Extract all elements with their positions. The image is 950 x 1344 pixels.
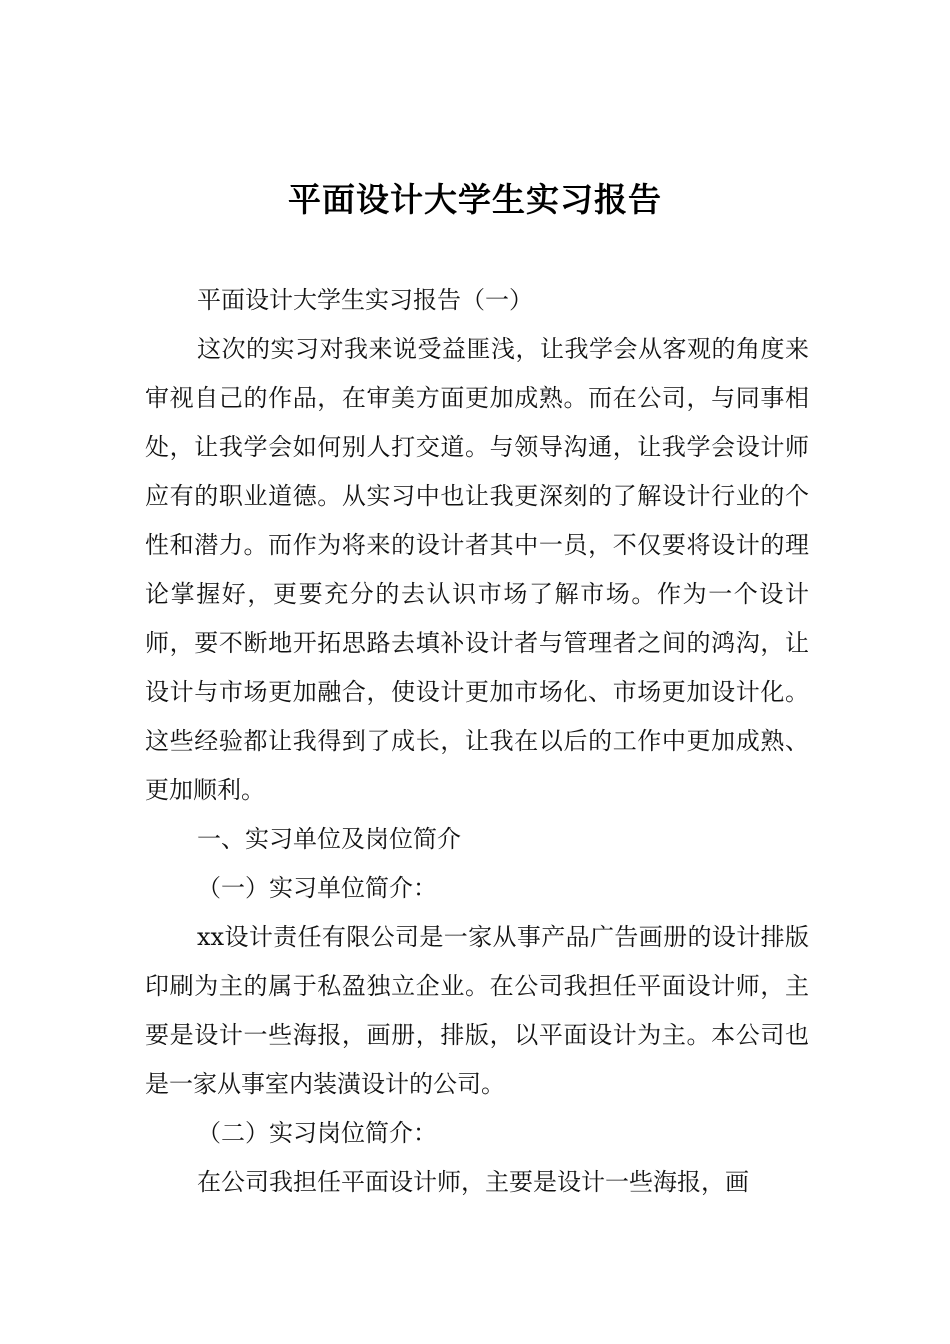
paragraph-intro: 这次的实习对我来说受益匪浅，让我学会从客观的角度来审视自己的作品，在审美方面更加成熟。而在公司，与同事相处，让我学会如何别人打交道。与领导沟通，让我学会设计师应有的职业道德。从实习中也让我更深刻的了解设计行业的个性和潜力。而作为将来的设计者其中一员，不仅要将设计的理论掌握好，更要充分的去认识市场了解市场。作为一个设计师，要不断地开拓思路去填补设计者与管理者之间的鸿沟，让设计与市场更加融合，使设计更加市场化、市场更加设计化。这些经验都让我得到了成长，让我在以后的工作中更加成熟、更加顺利。 (145, 335, 809, 804)
document-body (145, 276, 809, 1207)
report-subtitle: 平面设计大学生实习报告（一） (197, 286, 533, 314)
subsection-heading-position: （二）实习岗位简介： (197, 1119, 437, 1147)
section-heading: 一、实习单位及岗位简介 (197, 825, 461, 853)
paragraph-unit-intro: xx设计责任有限公司是一家从事产品广告画册的设计排版印刷为主的属于私盈独立企业。在公司我担任平面设计师，主要是设计一些海报，画册，排版，以平面设计为主。本公司也是一家从事室内装潢设计的公司。 (145, 923, 809, 1098)
document-title: 平面设计大学生实习报告 (288, 180, 662, 219)
subsection-heading-unit: （一）实习单位简介： (197, 874, 437, 902)
paragraph-position-intro: 在公司我担任平面设计师，主要是设计一些海报，画 (197, 1168, 749, 1196)
